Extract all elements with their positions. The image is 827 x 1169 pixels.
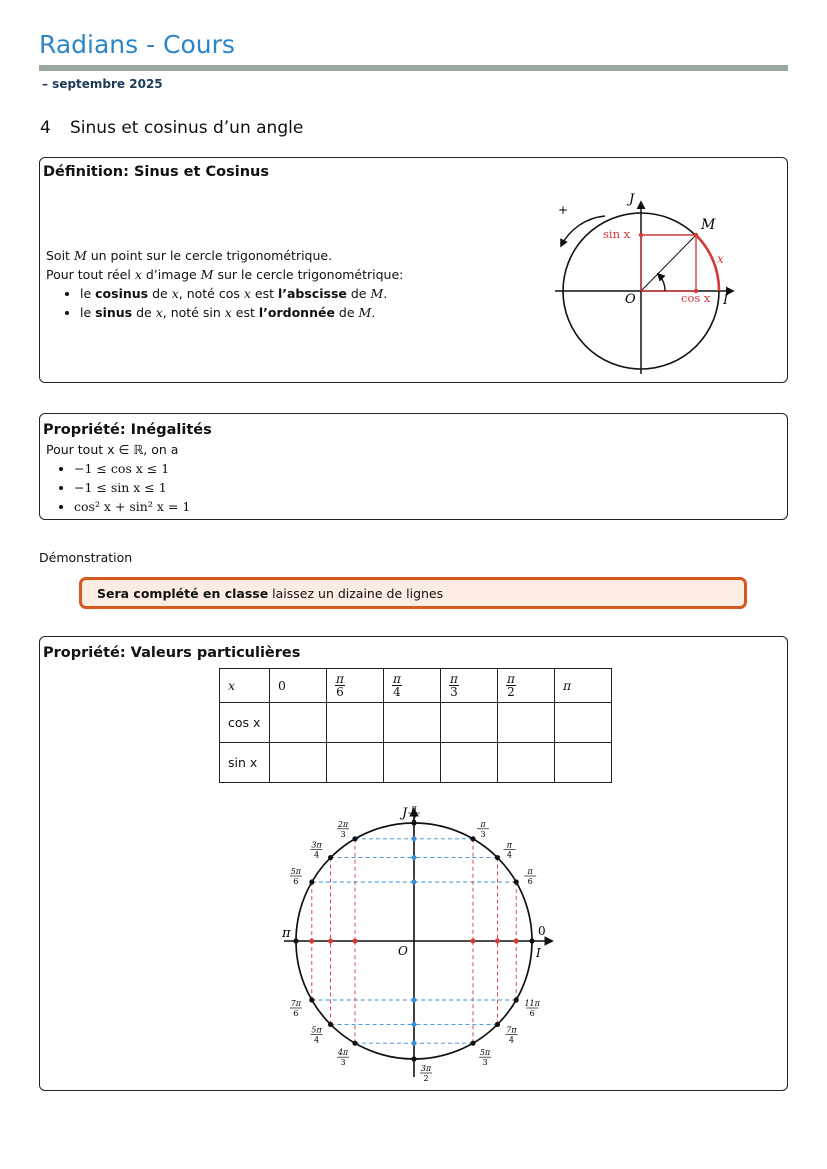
- angle-label-den: 6: [293, 1009, 299, 1018]
- inequalities-text: [46, 440, 190, 516]
- sin-point: [412, 855, 417, 860]
- angle-label: [290, 999, 302, 1018]
- angle-label-num: 4π: [337, 1048, 349, 1058]
- circle-point: [514, 997, 519, 1002]
- point-sin: [639, 233, 643, 237]
- label-M: M: [701, 217, 716, 233]
- angle-label-num: π: [506, 840, 513, 850]
- angle-label: [337, 1048, 349, 1067]
- label-O: O: [398, 944, 408, 958]
- section-title: Sinus et cosinus d’un angle: [70, 118, 304, 138]
- angle-label-den: 4: [314, 1035, 320, 1045]
- demo-placeholder-box: [79, 577, 747, 609]
- circle-point: [352, 836, 357, 841]
- angle-label: [479, 1048, 491, 1067]
- angle-label: [503, 841, 515, 860]
- demo-label: Démonstration: [39, 550, 133, 565]
- definition-text: [46, 246, 403, 322]
- cos-point: [328, 939, 333, 944]
- angle-label-den: 3: [480, 829, 486, 839]
- cos-point: [471, 939, 476, 944]
- angle-label: [290, 867, 302, 886]
- angle-label-den: 4: [314, 850, 320, 860]
- angle-label-den: 2: [423, 1074, 429, 1083]
- angle-label-den: 3: [340, 829, 346, 839]
- special-angles-circle: [270, 795, 560, 1085]
- label-I: I: [723, 293, 729, 308]
- inequalities-box: [39, 413, 788, 520]
- arc-x: [696, 235, 719, 291]
- angle-label: [337, 820, 349, 839]
- circle-point: [470, 1041, 475, 1046]
- inequalities-title: Propriété: Inégalités: [43, 422, 212, 438]
- circle-point: [514, 879, 519, 884]
- sin-point: [412, 880, 417, 885]
- angle-label-den: 2: [411, 814, 417, 823]
- label-cos: cos x: [681, 291, 711, 305]
- plus-label: +: [558, 203, 569, 217]
- sin-point: [412, 836, 417, 841]
- angle-label-num: 3π: [311, 840, 322, 850]
- definition-box: [39, 157, 788, 383]
- identity-pythagore: • cos² x + sin² x = 1: [74, 497, 190, 516]
- sin-point: [412, 1022, 417, 1027]
- circle-point: [352, 1041, 357, 1046]
- table-row-cos: [220, 703, 612, 743]
- header-pi-4: $\frac{\pi}{4}$: [384, 669, 441, 703]
- angle-label-num: 5π: [479, 1048, 491, 1058]
- cos-point: [495, 939, 500, 944]
- header-zero: 0: [270, 669, 327, 703]
- header-pi: π: [555, 669, 612, 703]
- circle-point: [470, 836, 475, 841]
- row-label-cos: cos x: [220, 703, 270, 743]
- circle-point: [293, 938, 298, 943]
- inequality-cos: • −1 ≤ cos x ≤ 1: [74, 459, 190, 478]
- circle-point: [495, 855, 500, 860]
- angle-label-num: 5π: [290, 867, 301, 876]
- values-title: Propriété: Valeurs particulières: [43, 645, 301, 661]
- label-pi: π: [282, 926, 291, 941]
- section-heading: [40, 118, 303, 138]
- angle-label-num: π: [480, 819, 486, 829]
- angle-label: [477, 820, 489, 839]
- values-table: [219, 668, 612, 783]
- angle-label: [505, 1025, 517, 1044]
- angle-label-num: 5π: [311, 1025, 322, 1035]
- circle-point: [309, 997, 314, 1002]
- section-number: 4: [40, 118, 51, 138]
- label-x-arc: x: [717, 252, 724, 266]
- circle-point: [495, 1022, 500, 1027]
- header-pi-3: $\frac{\pi}{3}$: [441, 669, 498, 703]
- cos-point: [309, 939, 314, 944]
- angle-label-den: 3: [340, 1058, 346, 1068]
- label-J: J: [402, 806, 408, 821]
- demo-placeholder-text: Sera complété en classe laissez un dizaine de lignes: [97, 586, 444, 601]
- angle-label-num: π: [411, 804, 417, 813]
- angle-label-den: 6: [527, 877, 533, 886]
- header-pi-6: $\frac{\pi}{6}$: [327, 669, 384, 703]
- angle-label: [420, 1064, 432, 1083]
- angle-label: [311, 841, 323, 860]
- page-date: – septembre 2025: [42, 77, 163, 91]
- angle-label: [408, 804, 420, 823]
- angle-label-num: 11π: [524, 999, 540, 1008]
- sin-point: [412, 1041, 417, 1046]
- header-pi-2: $\frac{\pi}{2}$: [498, 669, 555, 703]
- circle-point: [328, 1022, 333, 1027]
- angle-label-den: 6: [529, 1009, 535, 1018]
- page-title: Radians - Cours: [39, 30, 235, 59]
- circle-point: [411, 1056, 416, 1061]
- angle-label-den: 4: [508, 1035, 514, 1045]
- inequalities-intro: Pour tout x ∈ ℝ, on a: [46, 442, 179, 457]
- definition-bullet-cosinus: • le cosinus de x, noté cos x est l’abscisse de M.: [80, 284, 403, 303]
- definition-title: Définition: Sinus et Cosinus: [43, 164, 269, 180]
- label-J: J: [629, 192, 635, 207]
- angle-label-num: 7π: [506, 1025, 517, 1035]
- definition-line-2: Pour tout réel x d’image M sur le cercle trigonométrique:: [46, 267, 404, 282]
- definition-bullet-sinus: • le sinus de x, noté sin x est l’ordonnée de M.: [80, 303, 403, 322]
- trig-circle-figure: [545, 186, 755, 381]
- circle-point: [328, 855, 333, 860]
- angle-label: [524, 999, 540, 1018]
- angle-label-num: 2π: [337, 819, 349, 829]
- point-M: [694, 233, 698, 237]
- label-sin: sin x: [603, 227, 631, 241]
- rotation-arrow: [561, 216, 605, 246]
- row-label-sin: sin x: [220, 743, 270, 783]
- label-I: I: [536, 946, 541, 960]
- sin-point: [412, 998, 417, 1003]
- angle-label-den: 6: [293, 877, 299, 886]
- circle-point: [309, 879, 314, 884]
- definition-line-1: Soit M un point sur le cercle trigonométrique.: [46, 248, 333, 263]
- header-x: x: [220, 669, 270, 703]
- radius-OM: [641, 235, 696, 291]
- table-row-sin: [220, 743, 612, 783]
- table-row-header: [220, 669, 612, 703]
- angle-label: [524, 867, 536, 886]
- angle-label-den: 4: [506, 850, 512, 860]
- angle-label-num: 3π: [420, 1064, 432, 1073]
- cos-point: [353, 939, 358, 944]
- angle-label-num: π: [527, 867, 533, 876]
- angle-label-den: 3: [482, 1058, 488, 1068]
- angle-label-num: 7π: [290, 999, 301, 1008]
- circle-point: [529, 938, 534, 943]
- label-zero: 0: [538, 924, 546, 938]
- angle-arc: [658, 274, 665, 291]
- label-O: O: [625, 292, 636, 307]
- angle-label: [311, 1025, 323, 1044]
- cos-point: [514, 939, 519, 944]
- title-divider: [39, 65, 788, 71]
- inequality-sin: • −1 ≤ sin x ≤ 1: [74, 478, 190, 497]
